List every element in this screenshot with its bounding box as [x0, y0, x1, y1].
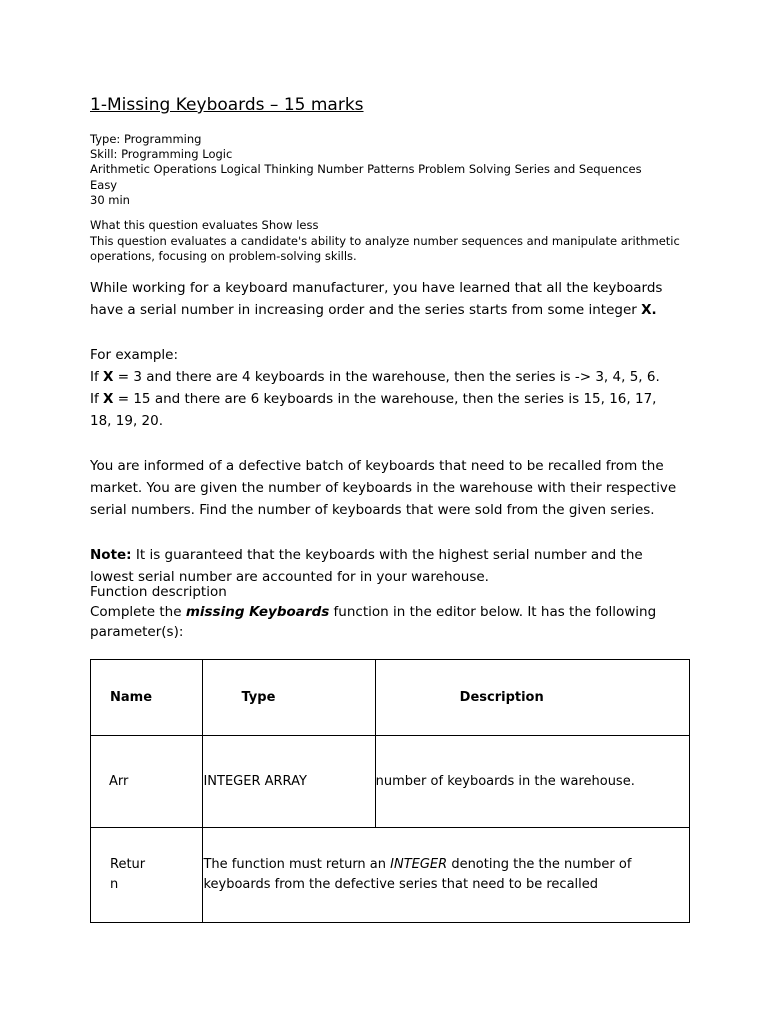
return-description [203, 828, 690, 923]
example-2-prefix: If [90, 391, 104, 407]
meta-tags: Arithmetic Operations Logical Thinking Number Patterns Problem Solving Series and Sequences [90, 162, 642, 177]
note-text: It is guaranteed that the keyboards with the highest serial number and the lowest serial number are accounted for in your warehouse. [90, 547, 643, 585]
example-2-var: X [103, 391, 114, 407]
return-name-line-1: Retur [110, 857, 146, 872]
header-description: Description [375, 660, 689, 736]
example-2 [90, 388, 680, 432]
example-1-prefix: If [90, 369, 104, 385]
problem-task: You are informed of a defective batch of keyboards that need to be recalled from the market. You are given the number of keyboards in the warehouse with their respective serial numbers. Find the number of keyboards that were sold from the given series. [90, 458, 677, 518]
intro-variable: X. [641, 302, 657, 318]
parameters-table [90, 659, 690, 923]
param-type: INTEGER ARRAY [203, 736, 375, 828]
meta-duration: 30 min [90, 192, 130, 207]
return-type: INTEGER [390, 857, 448, 872]
return-desc-suffix: denoting the the number of keyboards from the defective series that need to be recalled [203, 857, 632, 892]
function-name: missing Keyboards [185, 604, 330, 620]
meta-type: Type: Programming [90, 132, 202, 146]
meta-difficulty: Easy [90, 177, 118, 192]
header-type: Type [203, 660, 375, 736]
table-row [91, 736, 690, 828]
example-1-text: = 3 and there are 4 keyboards in the warehouse, then the series is -> 3, 4, 5, 6. [113, 369, 660, 385]
example-1-var: X [103, 369, 114, 385]
function-description-suffix: function in the editor below. It has the following parameter(s): [90, 604, 657, 640]
function-description [90, 582, 680, 642]
question-title: 1-Missing Keyboards – 15 marks [90, 95, 364, 115]
return-name [91, 828, 203, 923]
header-name: Name [91, 660, 203, 736]
param-name: Arr [91, 736, 203, 828]
meta-skill: Skill: Programming Logic [90, 147, 233, 162]
evaluation-heading: What this question evaluates Show less [90, 218, 319, 232]
example-2-text: = 15 and there are 6 keyboards in the warehouse, then the series is 15, 16, 17, 18, 19, 20. [90, 391, 657, 429]
example-1 [90, 366, 680, 388]
example-label: For example: [90, 347, 179, 363]
table-header-row [91, 660, 690, 736]
problem-intro [90, 277, 680, 321]
question-meta [90, 132, 642, 208]
param-description: number of keyboards in the warehouse. [375, 736, 689, 828]
function-description-prefix: Complete the [90, 604, 186, 620]
intro-text: While working for a keyboard manufacturer, you have learned that all the keyboards have a serial number in increasing order and the series starts from some integer [90, 280, 663, 318]
note-label: Note: [90, 547, 132, 563]
return-desc-prefix: The function must return an [203, 857, 391, 872]
table-row [91, 828, 690, 923]
evaluation-section [90, 218, 690, 265]
function-description-heading: Function description [90, 584, 227, 600]
examples [90, 344, 680, 432]
return-name-line-2: n [110, 877, 119, 892]
evaluation-text: This question evaluates a candidate's ability to analyze number sequences and manipulate arithmetic operations, focusing on problem-solving skills. [90, 233, 680, 263]
